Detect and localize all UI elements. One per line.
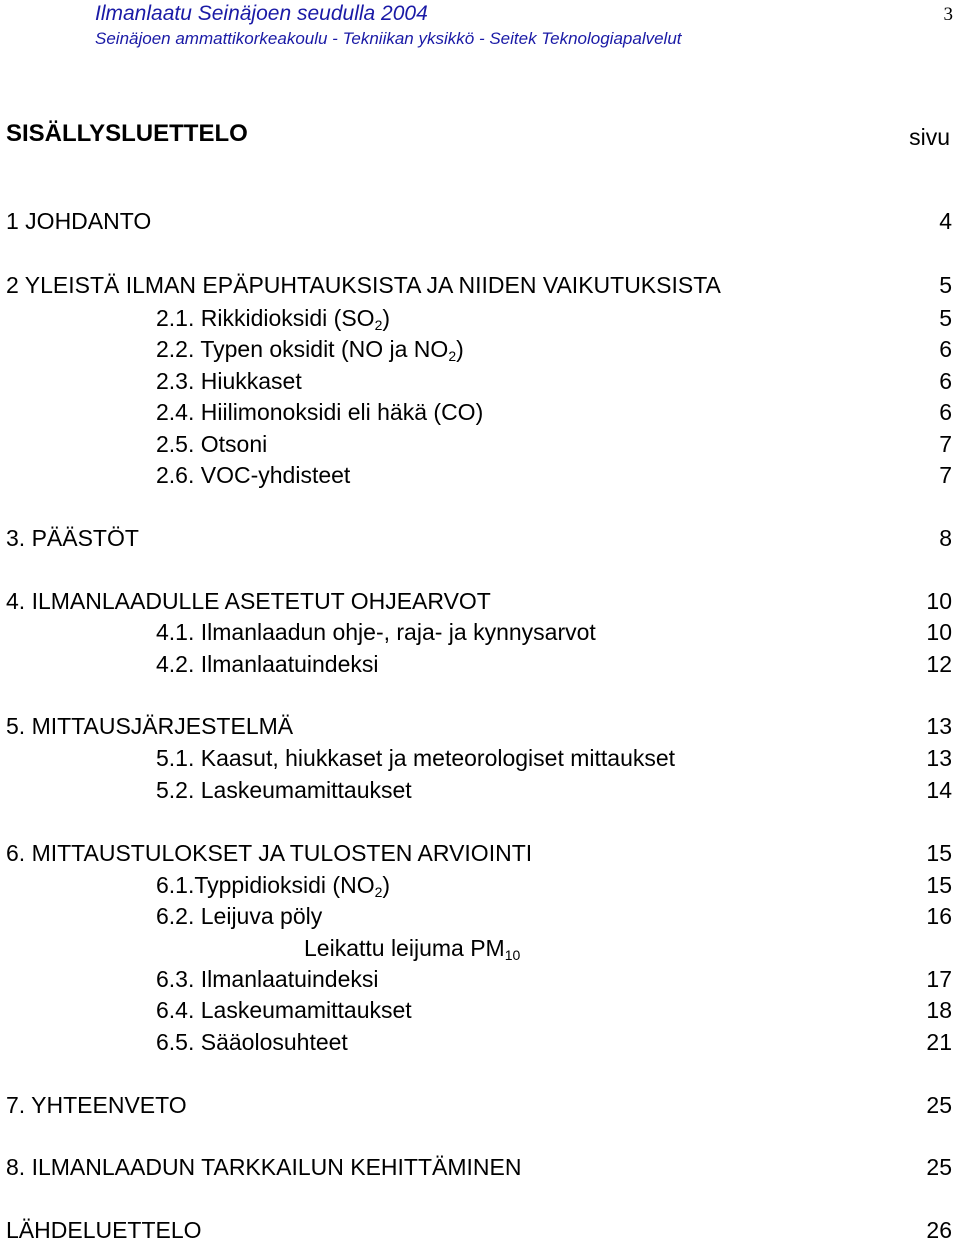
toc-entry [0,743,960,773]
toc-entry [0,1027,960,1057]
toc-entry-subscript: 10 [504,947,521,963]
toc-entry-page: 7 [939,431,952,457]
toc-entry-text: 5.2. Laskeumamittaukset [156,777,412,803]
toc-entry-label [6,1215,202,1245]
toc-entry-text: 2.2. Typen oksidit (NO ja NO [156,336,449,362]
toc-entry-page: 12 [926,651,952,677]
toc-entry-page: 6 [939,399,952,425]
toc-entry [0,429,960,459]
running-header-subtitle: Seinäjoen ammattikorkeakoulu - Tekniikan yksikkö - Seitek Teknologiapalvelut [95,29,682,48]
toc-heading: SISÄLLYSLUETTELO [6,120,248,147]
toc-entry-text: 2.6. VOC-yhdisteet [156,462,351,488]
toc-entry [0,775,960,805]
toc-entry-label [156,429,267,459]
toc-entry-text: 3. PÄÄSTÖT [6,525,139,551]
toc-entry-label [6,270,721,300]
toc-entry [0,460,960,490]
toc-entry-label [6,523,139,553]
toc-entry-text: Leikattu leijuma PM [304,935,505,961]
toc-entry-page: 6 [939,336,952,362]
toc-entry-page: 13 [926,713,952,739]
toc-entry-text: 2.1. Rikkidioksidi (SO [156,305,375,331]
toc-entry-text: LÄHDELUETTELO [6,1217,202,1243]
toc-entry [0,1152,960,1182]
toc-entry-text: 7. YHTEENVETO [6,1092,187,1118]
toc-entry [0,334,960,364]
toc-entry-text: 2.4. Hiilimonoksidi eli häkä (CO) [156,399,484,425]
toc-entry-text: 2 YLEISTÄ ILMAN EPÄPUHTAUKSISTA JA NIIDEN VAIKUTUKSISTA [6,272,721,298]
toc-entry [0,901,960,931]
toc-entry-text: 5.1. Kaasut, hiukkaset ja meteorologiset mittaukset [156,745,676,771]
toc-entry-label [156,617,596,647]
toc-entry-label [156,334,464,364]
toc-entry [0,303,960,333]
toc-entry-page: 17 [926,966,952,992]
toc-entry-text-suffix: ) [456,336,464,362]
toc-entry-page: 15 [926,872,952,898]
toc-entry-page: 21 [926,1029,952,1055]
toc-entry [0,995,960,1025]
toc-entry-page: 7 [939,462,952,488]
toc-entry-label [6,206,151,236]
toc-entry [0,649,960,679]
toc-entry-text: 6. MITTAUSTULOKSET JA TULOSTEN ARVIOINTI [6,840,533,866]
toc-entry-label [156,460,350,490]
toc-entry-label [6,838,532,868]
toc-entry-label [156,397,483,427]
toc-entry [0,586,960,616]
toc-entry-page: 10 [926,588,952,614]
toc-entry-page: 8 [939,525,952,551]
toc-entry [0,933,960,963]
toc-entry-text: 4. ILMANLAADULLE ASETETUT OHJEARVOT [6,588,491,614]
toc-entry-label [156,1027,348,1057]
toc-entry-page: 10 [926,619,952,645]
toc-entry-text: 8. ILMANLAADUN TARKKAILUN KEHITTÄMINEN [6,1154,522,1180]
toc-entry-label [156,775,412,805]
toc-entry-text-suffix: ) [382,872,391,898]
toc-entry-text: 1 JOHDANTO [6,208,152,234]
toc-entry-subscript: 2 [448,348,457,364]
page-column-label: sivu [909,124,950,150]
toc-entry-text: 4.1. Ilmanlaadun ohje-, raja- ja kynnysarvot [156,619,596,645]
running-header-title: Ilmanlaatu Seinäjoen seudulla 2004 [95,2,428,25]
toc-entry-page: 16 [926,903,952,929]
toc-entry-label [156,743,675,773]
toc-entry-page: 5 [939,272,952,298]
toc-entry-label [156,649,378,679]
toc-entry [0,1090,960,1120]
toc-entry-label [156,995,412,1025]
toc-entry-page: 4 [939,208,952,234]
toc-entry [0,523,960,553]
toc-entry [0,711,960,741]
toc-entry-page: 18 [926,997,952,1023]
toc-entry [0,397,960,427]
toc-entry-label [156,870,390,900]
toc-entry-text: 6.5. Sääolosuhteet [156,1029,348,1055]
toc-entry-text: 6.2. Leijuva pöly [156,903,323,929]
toc-entry-subscript: 2 [374,884,383,900]
toc-entry-page: 25 [926,1092,952,1118]
toc-entry [0,1215,960,1245]
toc-entry-page: 25 [926,1154,952,1180]
toc-entry-text: 6.4. Laskeumamittaukset [156,997,412,1023]
toc-entry-subscript: 2 [374,317,383,333]
toc-entry-label [156,366,302,396]
toc-entry-text: 5. MITTAUSJÄRJESTELMÄ [6,713,294,739]
toc-entry [0,617,960,647]
toc-entry-text: 4.2. Ilmanlaatuindeksi [156,651,379,677]
toc-entry-text-suffix: ) [382,305,391,331]
page-number: 3 [943,4,953,25]
toc-entry-label [6,586,491,616]
toc-entry [0,270,960,300]
toc-entry-label [156,303,390,333]
toc-entry-label [6,1152,521,1182]
toc-entry-label [304,933,520,963]
toc-entry-page: 14 [926,777,952,803]
toc-entry-label [156,901,322,931]
toc-entry-text: 2.3. Hiukkaset [156,368,302,394]
toc-entry-page: 6 [939,368,952,394]
toc-entry-label [6,711,293,741]
toc-entry-text: 6.3. Ilmanlaatuindeksi [156,966,379,992]
toc-entry-label [156,964,378,994]
toc-entry-text: 6.1.Typpidioksidi (NO [156,872,375,898]
toc-entry-page: 5 [939,305,952,331]
toc-entry [0,366,960,396]
toc-entry-label [6,1090,187,1120]
toc-entry-page: 13 [926,745,952,771]
toc-entry [0,964,960,994]
toc-entry-text: 2.5. Otsoni [156,431,268,457]
toc-entry [0,206,960,236]
toc-entry-page: 26 [926,1217,952,1243]
toc-entry [0,838,960,868]
toc-entry-page: 15 [926,840,952,866]
toc-entry [0,870,960,900]
